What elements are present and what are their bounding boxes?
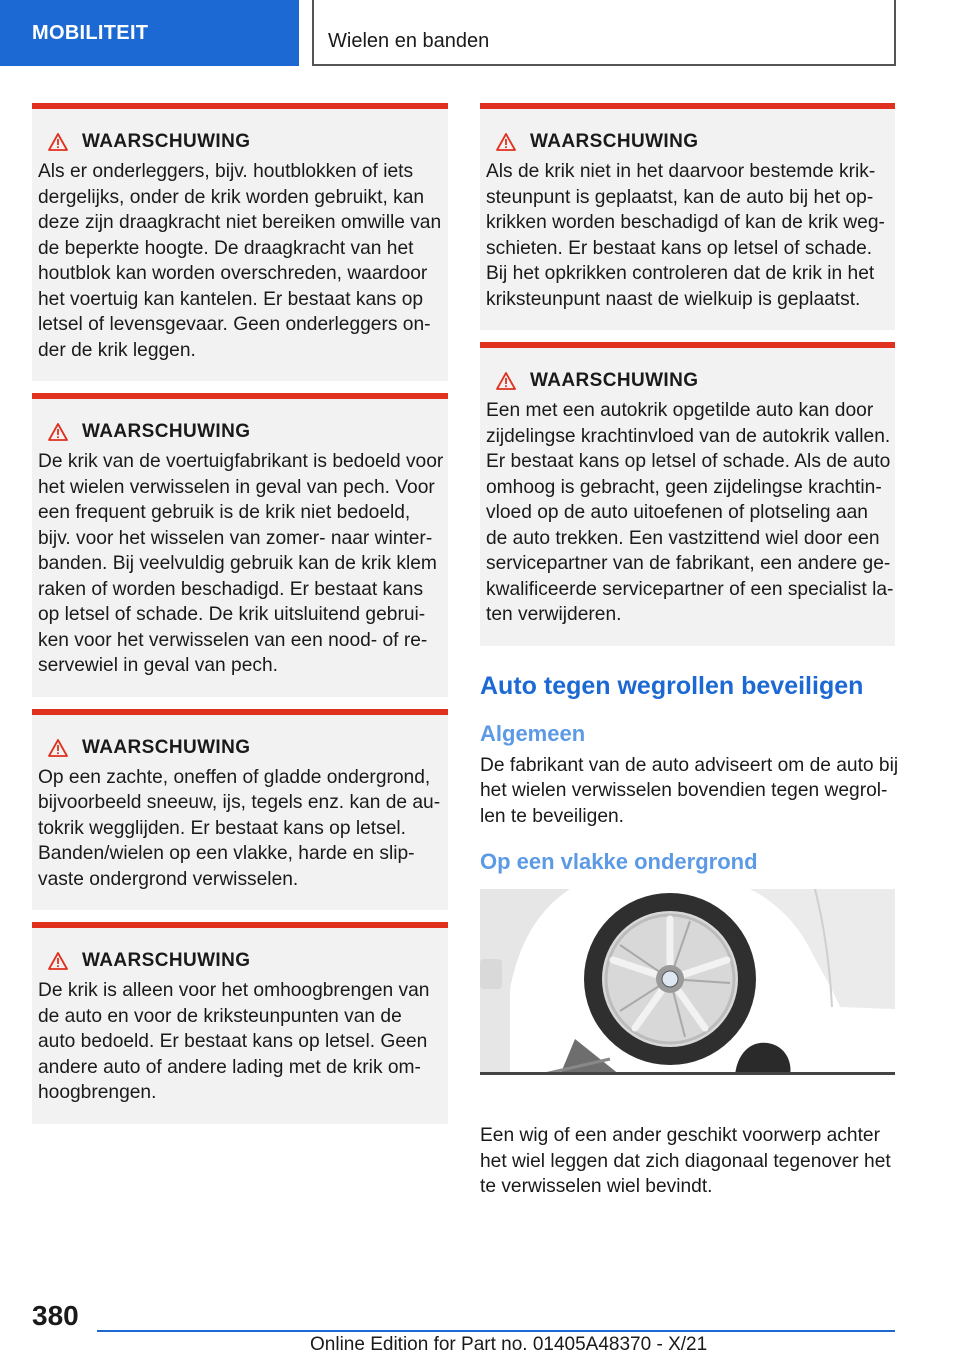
wheel-chock-illustration bbox=[480, 889, 895, 1075]
warning-triangle-icon bbox=[496, 372, 516, 390]
warning-box bbox=[32, 922, 448, 1124]
footer-edition: Online Edition for Part no. 01405A48370 - X/21 bbox=[310, 1334, 708, 1355]
warning-triangle-icon bbox=[48, 423, 68, 441]
warning-title: WAARSCHUWING bbox=[82, 421, 251, 442]
section-tab: MOBILITEIT bbox=[0, 0, 299, 66]
warning-title: WAARSCHUWING bbox=[82, 131, 251, 152]
warning-box bbox=[32, 103, 448, 381]
warning-title: WAARSCHUWING bbox=[82, 736, 251, 758]
footer-divider bbox=[97, 1330, 895, 1332]
chapter-title: Wielen en banden bbox=[312, 0, 896, 66]
warning-text: Als er onderleggers, bijv. houtblokken of iets dergelijks, onder de krik worden gebruikt, kan deze zijn draagkracht niet bereiken omwille van de beperkte hoogte. De draagkracht van het houtblok kan worden overschreden, waardoor het voertuig kan kantelen. Er bestaat kans op letsel of levensgevaar. Geen onderleggers on‐ der de krik leggen. bbox=[38, 161, 442, 361]
section-heading: Auto tegen wegrollen beveiligen bbox=[480, 671, 864, 700]
warning-title: WAARSCHUWING bbox=[82, 950, 251, 971]
left-column bbox=[32, 103, 448, 1124]
warning-title: WAARSCHUWING bbox=[530, 370, 699, 391]
general-paragraph: De fabrikant van de auto adviseert om de auto bij het wielen verwisselen bovendien tegen wegrol‐ len te beveiligen. bbox=[480, 754, 899, 827]
warning-text: Een met een autokrik opgetilde auto kan door zijdelingse krachtinvloed van de autokrik vallen. Er bestaat kans op letsel of schade. Als de auto omhoog is gebracht, geen zijdelingse krachtin‐ vloed op de auto uitoefenen of plotseling aan de auto trekken. Een vastzittend wiel door een servicepartner van de fabrikant, een andere ge‐ kwalificeerde servicepartner of een specialist la‐ ten verwijderen. bbox=[486, 400, 894, 625]
warning-text: De krik is alleen voor het omhoogbrengen van de auto en voor de kriksteunpunten van de auto bedoeld. Er bestaat kans op letsel. Geen andere auto of andere lading met de krik om‐ hoogbrengen. bbox=[38, 980, 430, 1103]
warning-triangle-icon bbox=[48, 739, 68, 757]
right-column bbox=[480, 103, 899, 1200]
page-number: 380 bbox=[32, 1300, 79, 1331]
warning-title: WAARSCHUWING bbox=[530, 131, 699, 152]
warning-box bbox=[480, 103, 895, 330]
warning-box bbox=[32, 709, 448, 911]
warning-text: Op een zachte, oneffen of gladde ondergrond, bijvoorbeeld sneeuw, ijs, tegels enz. kan de au‐ tokrik wegglijden. Er bestaat kans op letsel. Banden/wielen op een vlakke, harde en slip‐ vaste ondergrond verwisselen. bbox=[38, 766, 441, 890]
subheading-flat-surface: Op een vlakke ondergrond bbox=[480, 849, 758, 874]
warning-triangle-icon bbox=[48, 133, 68, 151]
warning-box bbox=[32, 393, 448, 697]
warning-triangle-icon bbox=[496, 133, 516, 151]
figure-caption: Een wig of een ander geschikt voorwerp achter het wiel leggen dat zich diagonaal tegenover het te verwisselen wiel bevindt. bbox=[480, 1125, 891, 1197]
warning-triangle-icon bbox=[48, 952, 68, 970]
subheading-general: Algemeen bbox=[480, 720, 586, 746]
warning-text: Als de krik niet in het daarvoor bestemde krik‐ steunpunt is geplaatst, kan de auto bij het op‐ krikken worden beschadigd of kan de krik weg‐ schieten. Er bestaat kans op letsel of schade. Bij het opkrikken controleren dat de krik in het kriksteunpunt naast de wielkuip is geplaatst. bbox=[486, 161, 885, 310]
warning-box bbox=[480, 342, 895, 646]
warning-text: De krik van de voertuigfabrikant is bedoeld voor het wielen verwisselen in geval van pech. Voor een frequent gebruik is de krik niet bedoeld, bijv. voor het wisselen van zomer- naar winter‐ banden. Bij veelvuldig gebruik kan de krik klem raken of worden beschadigd. Er bestaat kans op letsel of schade. De krik uitsluitend gebrui‐ ken voor het verwisselen van een nood- of re‐ servewiel in geval van pech. bbox=[38, 451, 444, 676]
